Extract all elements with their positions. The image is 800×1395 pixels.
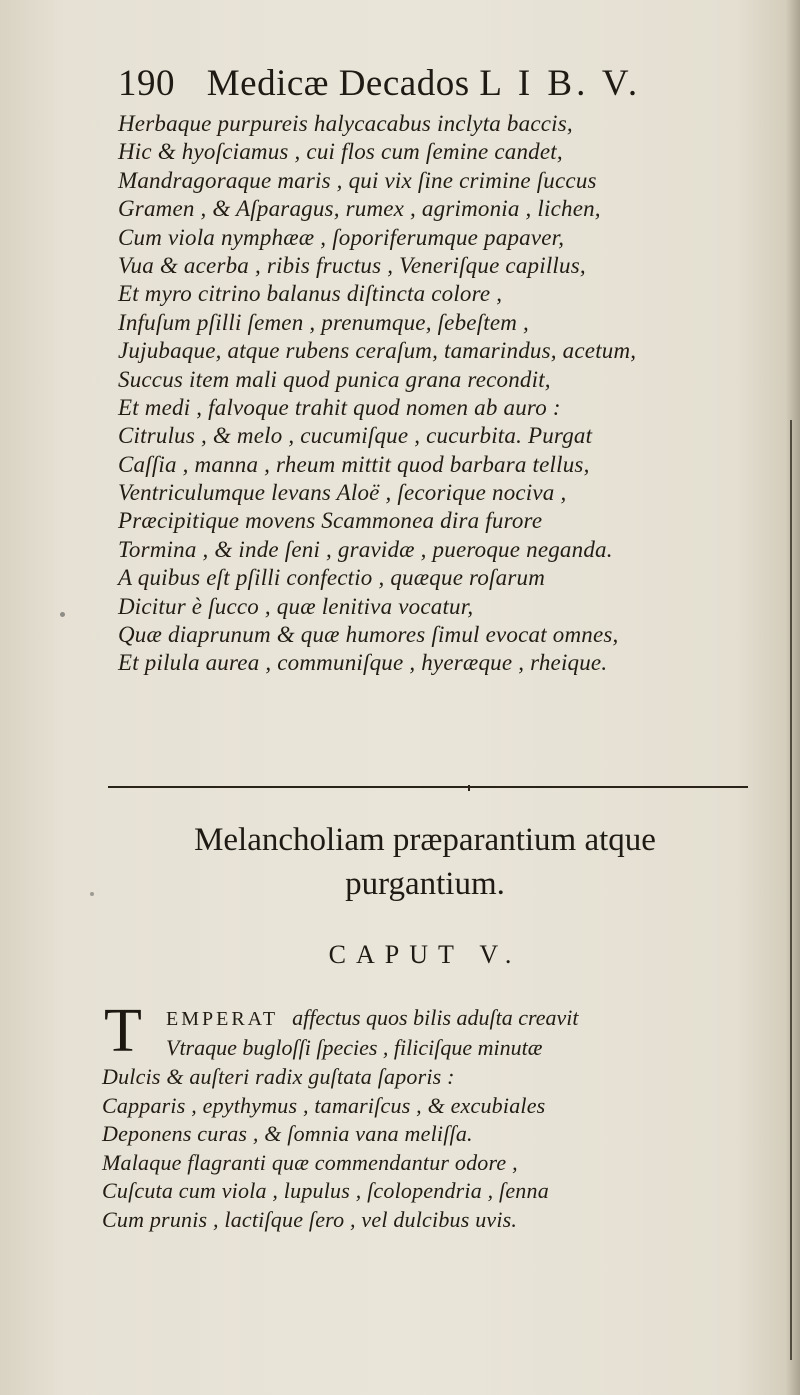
section-heading-line: purgantium. [345,866,505,902]
verse-line: Cum prunis , lactiſque ſero , vel dulcibus uvis. [102,1206,518,1232]
first-line-rest: affectus quos bilis aduſta creavit [292,1005,579,1030]
section-divider [108,786,748,788]
verse-line: Malaque flagranti quæ commendantur odore , [102,1149,518,1175]
running-head [118,62,718,108]
verse-line: Infuſum pſilli ſemen , prenumque, ſebeſtem , [118,309,529,335]
verse-line: Caſſia , manna , rheum mittit quod barbara tellus, [118,451,590,477]
verse-line: Jujubaque, atque rubens ceraſum, tamarindus, acetum, [118,338,637,364]
chapter-title: CAPUT V. [328,940,522,969]
first-word-smallcaps: EMPERAT [166,1008,279,1030]
verse-line: Succus item mali quod punica grana recondit, [118,366,551,392]
second-line-text: Vtraque bugloſſi ſpecies , filiciſque minutæ [166,1035,543,1060]
verse-line: Ventriculumque levans Aloë , ſecorique nociva , [118,480,567,506]
drop-cap: T [104,997,142,1065]
verse-line: Et medi , falvoque trahit quod nomen ab auro : [118,394,561,420]
verse-line: Deponens curas , & ſomnia vana meliſſa. [102,1121,473,1147]
page-number: 190 [118,63,175,104]
chapter-second-line [100,1033,770,1063]
book-number: L I B. V. [479,63,642,104]
verse-line: Et myro citrino balanus diſtincta colore , [118,281,503,307]
verse-line: Mandragoraque maris , qui vix ſine crimine ſuccus [118,167,597,193]
section-heading-line: Melancholiam præparantium atque [194,822,656,858]
verse-line: Citrulus , & melo , cucumiſque , cucurbita. Purgat [118,423,593,449]
ink-speck [60,612,65,617]
page-edge-line [790,420,792,1360]
verse-line: A quibus eſt pſilli confectio , quæque roſarum [118,565,546,591]
verse-line: Et pilula aurea , communiſque , hyeræque , rheique. [118,650,608,676]
verse-line: Dicitur è ſucco , quæ lenitiva vocatur, [118,593,474,619]
verse-line: Hic & hyoſciamus , cui flos cum ſemine candet, [118,139,563,165]
verse-line: Capparis , epythymus , tamariſcus , & excubiales [102,1092,546,1118]
verse-line: Cum viola nymphææ , ſoporiferumque papaver, [118,224,565,250]
verse-line: Præcipitique movens Scammonea dira furore [118,508,543,534]
verse-line: Quæ diaprunum & quæ humores ſimul evocat omnes, [118,622,619,648]
verse-line: Herbaque purpureis halycacabus inclyta baccis, [118,111,573,136]
ink-speck [90,892,94,896]
chapter-body [100,997,770,1235]
verse-line: Vua & acerba , ribis fructus , Veneriſque capillus, [118,252,586,278]
page-edge-shadow [786,0,800,1395]
running-title: Medicæ Decados [206,63,470,104]
poem-block [118,110,778,678]
first-line-text [166,1003,579,1034]
verse-line: Dulcis & auſteri radix guſtata ſaporis : [102,1064,455,1089]
verse-line: Cuſcuta cum viola , lupulus , ſcolopendria , ſenna [102,1178,549,1204]
verse-line: Gramen , & Aſparagus, rumex , agrimonia , lichen, [118,196,601,222]
verse-line: Tormina , & inde ſeni , gravidæ , pueroque neganda. [118,536,613,562]
section-heading [100,818,750,906]
